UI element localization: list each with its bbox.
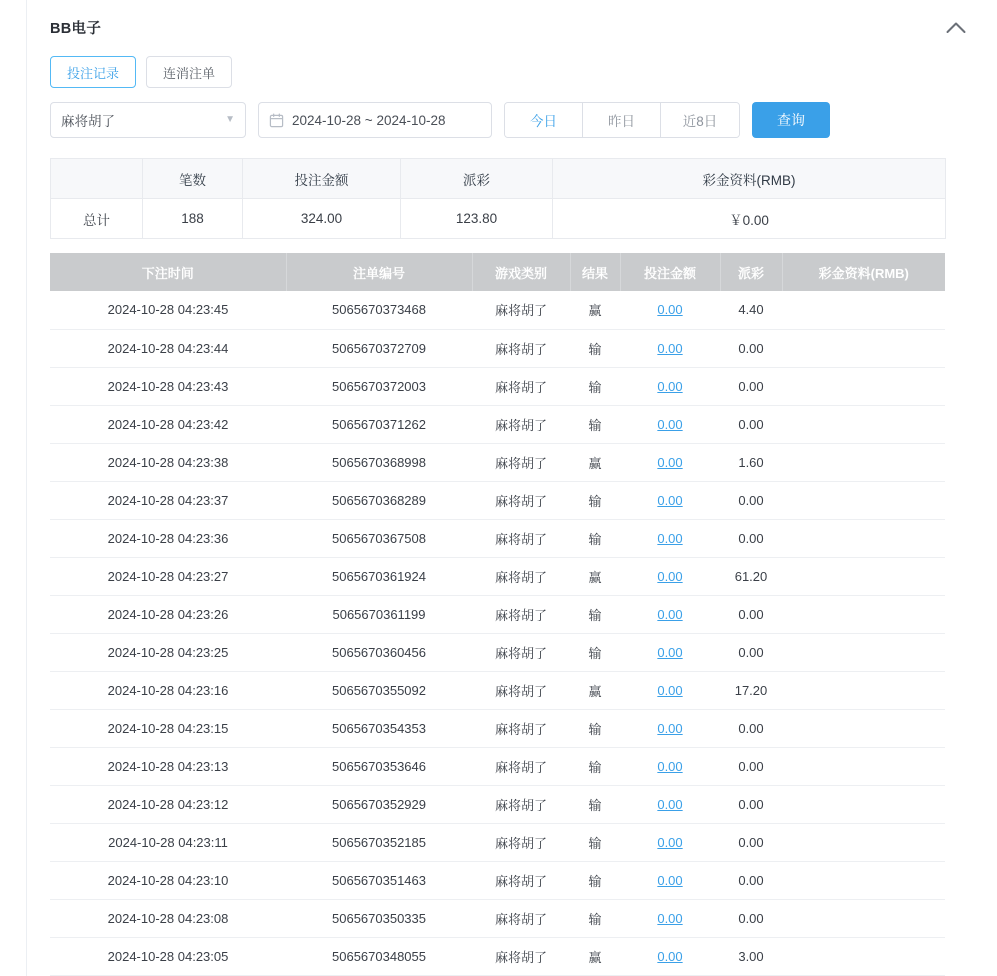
cell-result: 输 — [570, 367, 620, 405]
bet-amount-link[interactable]: 0.00 — [657, 340, 683, 356]
cell-result: 赢 — [570, 443, 620, 481]
cell-type: 麻将胡了 — [472, 823, 570, 861]
cell-result: 输 — [570, 405, 620, 443]
cell-amount — [620, 785, 720, 823]
cell-type: 麻将胡了 — [472, 747, 570, 785]
cell-bonus — [782, 291, 945, 329]
summary-total-row — [51, 199, 946, 239]
cell-payout: 0.00 — [720, 709, 782, 747]
cell-payout: 0.00 — [720, 823, 782, 861]
cell-type: 麻将胡了 — [472, 519, 570, 557]
cell-amount — [620, 899, 720, 937]
cell-order: 5065670352185 — [286, 823, 472, 861]
summary-header-bet-amount: 投注金额 — [243, 159, 401, 199]
bet-amount-link[interactable]: 0.00 — [657, 682, 683, 698]
table-row — [50, 785, 945, 823]
cell-result: 赢 — [570, 291, 620, 329]
cell-payout: 0.00 — [720, 633, 782, 671]
cell-payout: 0.00 — [720, 785, 782, 823]
cell-type: 麻将胡了 — [472, 709, 570, 747]
cell-payout: 0.00 — [720, 329, 782, 367]
range-last8days-button[interactable]: 近8日 — [661, 103, 739, 137]
summary-header-bonus: 彩金资料(RMB) — [553, 159, 946, 199]
summary-total-label: 总计 — [51, 199, 143, 239]
summary-total-bonus: ￥0.00 — [553, 199, 946, 239]
cell-amount — [620, 329, 720, 367]
cell-bonus — [782, 633, 945, 671]
cell-type: 麻将胡了 — [472, 785, 570, 823]
cell-result: 输 — [570, 747, 620, 785]
cell-order: 5065670371262 — [286, 405, 472, 443]
summary-header-blank — [51, 159, 143, 199]
cell-time: 2024-10-28 04:23:44 — [50, 329, 286, 367]
cell-order: 5065670360456 — [286, 633, 472, 671]
records-header-time: 下注时间 — [50, 253, 286, 291]
cell-payout: 0.00 — [720, 481, 782, 519]
cell-order: 5065670367508 — [286, 519, 472, 557]
cell-amount — [620, 747, 720, 785]
cell-result: 输 — [570, 329, 620, 367]
cell-result: 输 — [570, 823, 620, 861]
cell-bonus — [782, 785, 945, 823]
cell-type: 麻将胡了 — [472, 367, 570, 405]
cell-order: 5065670361924 — [286, 557, 472, 595]
cell-amount — [620, 405, 720, 443]
cell-payout: 0.00 — [720, 595, 782, 633]
cell-time: 2024-10-28 04:23:37 — [50, 481, 286, 519]
cell-type: 麻将胡了 — [472, 633, 570, 671]
cell-result: 输 — [570, 519, 620, 557]
cell-time: 2024-10-28 04:23:45 — [50, 291, 286, 329]
bet-amount-link[interactable]: 0.00 — [657, 720, 683, 736]
cell-time: 2024-10-28 04:23:38 — [50, 443, 286, 481]
tab-streak-orders[interactable]: 连消注单 — [146, 56, 232, 88]
cell-order: 5065670355092 — [286, 671, 472, 709]
range-today-button[interactable]: 今日 — [505, 103, 583, 137]
bet-amount-link[interactable]: 0.00 — [657, 492, 683, 508]
cell-result: 输 — [570, 481, 620, 519]
tab-bar — [27, 50, 969, 88]
tab-betting-records[interactable]: 投注记录 — [50, 56, 136, 88]
cell-result: 赢 — [570, 557, 620, 595]
cell-bonus — [782, 671, 945, 709]
panel-header — [27, 8, 969, 50]
cell-payout: 0.00 — [720, 861, 782, 899]
cell-type: 麻将胡了 — [472, 405, 570, 443]
summary-total-count: 188 — [143, 199, 243, 239]
cell-result: 赢 — [570, 671, 620, 709]
cell-order: 5065670368998 — [286, 443, 472, 481]
cell-bonus — [782, 443, 945, 481]
cell-result: 输 — [570, 633, 620, 671]
cell-bonus — [782, 823, 945, 861]
table-row — [50, 937, 945, 975]
table-row — [50, 823, 945, 861]
cell-time: 2024-10-28 04:23:27 — [50, 557, 286, 595]
summary-table — [50, 158, 946, 239]
cell-order: 5065670372709 — [286, 329, 472, 367]
calendar-icon — [269, 113, 284, 128]
bet-amount-link[interactable]: 0.00 — [657, 872, 683, 888]
cell-result: 输 — [570, 709, 620, 747]
cell-type: 麻将胡了 — [472, 443, 570, 481]
cell-time: 2024-10-28 04:23:08 — [50, 899, 286, 937]
cell-type: 麻将胡了 — [472, 557, 570, 595]
cell-order: 5065670353646 — [286, 747, 472, 785]
cell-amount — [620, 481, 720, 519]
cell-payout: 0.00 — [720, 899, 782, 937]
bet-amount-link[interactable]: 0.00 — [657, 568, 683, 584]
cell-type: 麻将胡了 — [472, 329, 570, 367]
cell-bonus — [782, 405, 945, 443]
cell-time: 2024-10-28 04:23:11 — [50, 823, 286, 861]
cell-bonus — [782, 595, 945, 633]
date-range-value: 2024-10-28 ~ 2024-10-28 — [292, 112, 446, 128]
bet-amount-link[interactable]: 0.00 — [657, 796, 683, 812]
cell-time: 2024-10-28 04:23:26 — [50, 595, 286, 633]
summary-header-payout: 派彩 — [401, 159, 553, 199]
bet-amount-link[interactable]: 0.00 — [657, 416, 683, 432]
filter-bar — [27, 88, 969, 138]
bet-amount-link[interactable]: 0.00 — [657, 530, 683, 546]
cell-result: 赢 — [570, 937, 620, 975]
range-yesterday-button[interactable]: 昨日 — [583, 103, 661, 137]
cell-amount — [620, 557, 720, 595]
cell-bonus — [782, 519, 945, 557]
cell-result: 输 — [570, 595, 620, 633]
table-row — [50, 443, 945, 481]
cell-time: 2024-10-28 04:23:05 — [50, 937, 286, 975]
table-row — [50, 899, 945, 937]
cell-payout: 0.00 — [720, 405, 782, 443]
cell-bonus — [782, 367, 945, 405]
records-header-row — [50, 253, 945, 291]
cell-payout: 17.20 — [720, 671, 782, 709]
cell-payout: 0.00 — [720, 367, 782, 405]
cell-payout: 0.00 — [720, 747, 782, 785]
bet-amount-link[interactable]: 0.00 — [657, 302, 683, 318]
cell-amount — [620, 367, 720, 405]
cell-type: 麻将胡了 — [472, 291, 570, 329]
cell-payout: 0.00 — [720, 519, 782, 557]
table-row — [50, 481, 945, 519]
cell-time: 2024-10-28 04:23:36 — [50, 519, 286, 557]
cell-amount — [620, 443, 720, 481]
records-header-payout: 派彩 — [720, 253, 782, 291]
table-row — [50, 671, 945, 709]
cell-bonus — [782, 747, 945, 785]
cell-time: 2024-10-28 04:23:15 — [50, 709, 286, 747]
cell-payout: 1.60 — [720, 443, 782, 481]
cell-type: 麻将胡了 — [472, 899, 570, 937]
cell-order: 5065670368289 — [286, 481, 472, 519]
cell-payout: 4.40 — [720, 291, 782, 329]
cell-amount — [620, 633, 720, 671]
records-table — [50, 253, 945, 976]
cell-time: 2024-10-28 04:23:12 — [50, 785, 286, 823]
cell-type: 麻将胡了 — [472, 595, 570, 633]
cell-order: 5065670372003 — [286, 367, 472, 405]
cell-time: 2024-10-28 04:23:43 — [50, 367, 286, 405]
cell-amount — [620, 291, 720, 329]
cell-time: 2024-10-28 04:23:42 — [50, 405, 286, 443]
cell-amount — [620, 595, 720, 633]
cell-order: 5065670352929 — [286, 785, 472, 823]
cell-result: 输 — [570, 785, 620, 823]
bet-amount-link[interactable]: 0.00 — [657, 454, 683, 470]
quick-range-group — [504, 102, 740, 138]
table-row — [50, 633, 945, 671]
query-button[interactable]: 查询 — [752, 102, 830, 138]
records-header-amount: 投注金额 — [620, 253, 720, 291]
bet-amount-link[interactable]: 0.00 — [657, 644, 683, 660]
cell-time: 2024-10-28 04:23:16 — [50, 671, 286, 709]
table-row — [50, 747, 945, 785]
bet-amount-link[interactable]: 0.00 — [657, 606, 683, 622]
cell-amount — [620, 823, 720, 861]
cell-amount — [620, 861, 720, 899]
cell-order: 5065670351463 — [286, 861, 472, 899]
bet-amount-link[interactable]: 0.00 — [657, 948, 683, 964]
summary-total-payout: 123.80 — [401, 199, 553, 239]
cell-bonus — [782, 861, 945, 899]
table-row — [50, 557, 945, 595]
cell-amount — [620, 671, 720, 709]
game-select-value: 麻将胡了 — [61, 114, 115, 129]
bet-amount-link[interactable]: 0.00 — [657, 758, 683, 774]
cell-payout: 61.20 — [720, 557, 782, 595]
cell-type: 麻将胡了 — [472, 937, 570, 975]
cell-payout: 3.00 — [720, 937, 782, 975]
table-row — [50, 329, 945, 367]
cell-bonus — [782, 937, 945, 975]
panel-content — [27, 0, 969, 976]
summary-header-row — [51, 159, 946, 199]
table-row — [50, 405, 945, 443]
date-range-input[interactable] — [258, 102, 492, 138]
cell-type: 麻将胡了 — [472, 671, 570, 709]
cell-type: 麻将胡了 — [472, 481, 570, 519]
table-row — [50, 367, 945, 405]
cell-time: 2024-10-28 04:23:25 — [50, 633, 286, 671]
cell-bonus — [782, 709, 945, 747]
cell-amount — [620, 519, 720, 557]
bet-amount-link[interactable]: 0.00 — [657, 834, 683, 850]
chevron-up-icon[interactable] — [943, 14, 969, 40]
table-row — [50, 519, 945, 557]
table-row — [50, 595, 945, 633]
cell-order: 5065670354353 — [286, 709, 472, 747]
records-body — [50, 291, 945, 975]
cell-result: 输 — [570, 899, 620, 937]
cell-result: 输 — [570, 861, 620, 899]
records-header-order: 注单编号 — [286, 253, 472, 291]
bet-amount-link[interactable]: 0.00 — [657, 378, 683, 394]
records-header-type: 游戏类别 — [472, 253, 570, 291]
cell-bonus — [782, 899, 945, 937]
cell-order: 5065670348055 — [286, 937, 472, 975]
cell-order: 5065670373468 — [286, 291, 472, 329]
table-row — [50, 861, 945, 899]
cell-bonus — [782, 557, 945, 595]
cell-order: 5065670350335 — [286, 899, 472, 937]
cell-order: 5065670361199 — [286, 595, 472, 633]
game-select[interactable] — [50, 102, 246, 138]
page-title: BB电子 — [50, 20, 102, 37]
cell-amount — [620, 937, 720, 975]
cell-amount — [620, 709, 720, 747]
bet-amount-link[interactable]: 0.00 — [657, 910, 683, 926]
cell-time: 2024-10-28 04:23:10 — [50, 861, 286, 899]
table-row — [50, 709, 945, 747]
summary-header-count: 笔数 — [143, 159, 243, 199]
cell-bonus — [782, 329, 945, 367]
cell-time: 2024-10-28 04:23:13 — [50, 747, 286, 785]
summary-total-bet-amount: 324.00 — [243, 199, 401, 239]
table-row — [50, 291, 945, 329]
chevron-down-icon: ▼ — [225, 114, 235, 125]
records-header-bonus: 彩金资料(RMB) — [782, 253, 945, 291]
left-rail — [0, 0, 27, 976]
records-header-result: 结果 — [570, 253, 620, 291]
cell-bonus — [782, 481, 945, 519]
cell-type: 麻将胡了 — [472, 861, 570, 899]
